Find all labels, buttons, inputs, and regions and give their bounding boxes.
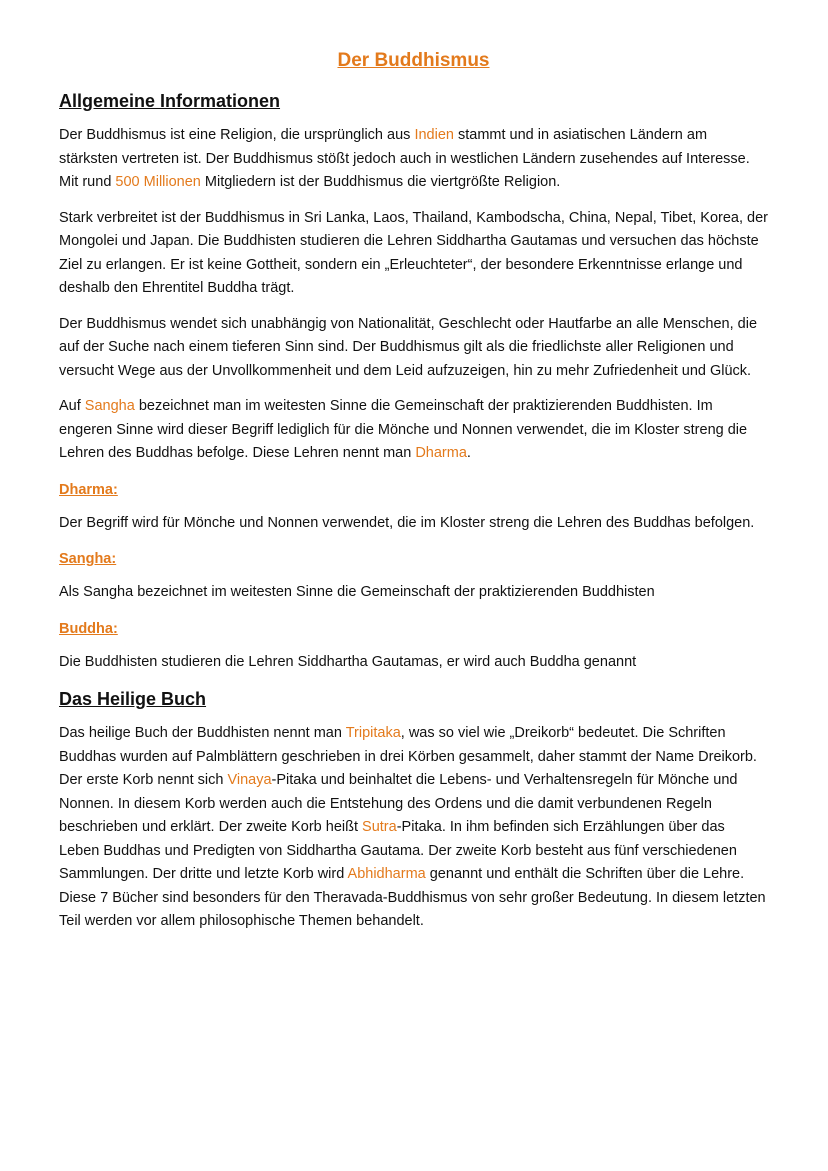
paragraph-tripitaka: Das heilige Buch der Buddhisten nennt man Tripitaka, was so viel wie „Dreikorb“ bedeutet. Die Schriften Buddhas wurden auf Palmblättern geschrieben in drei Körben gesammelt, daher stammt der Name Dreikorb. Der erste Korb nennt sich Vinaya-Pitaka und beinhaltet die Lebens- und Verhaltensregeln für Mönche und Nonnen. In diesem Korb werden auch die Entstehung des Ordens und die damit verbundenen Regeln beschrieben und erklärt. Der zweite Korb heißt Sutra-Pitaka. In ihm befinden sich Erzählungen über das Leben Buddhas und Predigten von Siddhartha Gautama. Der zweite Korb besteht aus fünf verschiedenen Sammlungen. Der dritte und letzte Korb wird Abhidharma genannt und enthält die Schriften über die Lehre. Diese 7 Bücher sind besonders für den Theravada-Buddhismus von sehr großer Bedeutung. In diesem letzten Teil werden vor allem philosophische Themen behandelt. xyxy=(59,725,766,929)
term-text-dharma: Der Begriff wird für Mönche und Nonnen verwendet, die im Kloster streng die Lehren des Buddhas befolgen. xyxy=(59,514,755,531)
paragraph-universal: Der Buddhismus wendet sich unabhängig von Nationalität, Geschlecht oder Hautfarbe an alle Menschen, die auf der Suche nach einem tieferen Sinn sind. Der Buddhismus gilt als die friedlichste aller Religionen und versucht Wege aus der Unvollkommenheit und dem Leid aufzuzeigen, hin zu mehr Zufriedenheit und Glück. xyxy=(59,315,758,379)
highlight-sangha: Sangha xyxy=(84,398,135,414)
highlight-500-millionen: 500 Millionen xyxy=(115,174,201,190)
highlight-vinaya: Vinaya xyxy=(227,772,272,788)
paragraph-intro: Der Buddhismus ist eine Religion, die ursprünglich aus Indien stammt und in asiatischen Ländern am stärksten vertreten ist. Der Buddhismus stößt jedoch auch in westlichen Ländern zusehendes auf Interesse. Mit rund 500 Millionen Mitgliedern ist der Buddhismus die viertgrößte Religion. xyxy=(59,127,750,190)
highlight-dharma: Dharma xyxy=(415,445,467,461)
highlight-abhidharma: Abhidharma xyxy=(347,866,426,882)
paragraph-distribution: Stark verbreitet ist der Buddhismus in Sri Lanka, Laos, Thailand, Kambodscha, China, Nepal, Tibet, Korea, der Mongolei und Japan. Die Buddhisten studieren die Lehren Siddhartha Gautamas und versuchen das höchste Ziel zu erlangen. Er ist keine Gottheit, sondern ein „Erleuchteter“, der besondere Erkenntnisse erlange und deshalb den Ehrentitel Buddha trägt. xyxy=(59,209,768,296)
highlight-sutra: Sutra xyxy=(362,819,397,835)
term-heading-sangha: Sangha: xyxy=(59,551,117,567)
term-text-buddha: Die Buddhisten studieren die Lehren Siddhartha Gautamas, er wird auch Buddha genannt xyxy=(59,653,637,670)
section-heading-general-info: Allgemeine Informationen xyxy=(59,91,281,111)
highlight-indien: Indien xyxy=(414,127,454,143)
term-text-sangha: Als Sangha bezeichnet im weitesten Sinne die Gemeinschaft der praktizierenden Buddhisten xyxy=(59,584,655,600)
document-title: Der Buddhismus xyxy=(337,50,490,71)
term-heading-buddha: Buddha: xyxy=(59,620,118,637)
highlight-tripitaka: Tripitaka xyxy=(345,725,401,741)
term-heading-dharma: Dharma: xyxy=(59,481,118,498)
section-heading-holy-book: Das Heilige Buch xyxy=(59,689,207,709)
paragraph-sangha: Auf Sangha bezeichnet man im weitesten Sinne die Gemeinschaft der praktizierenden Buddhisten. Im engeren Sinne wird dieser Begriff lediglich für die Mönche und Nonnen verwendet, die im Kloster streng die Lehren des Buddhas befolge. Diese Lehren nennt man Dharma. xyxy=(59,398,748,461)
